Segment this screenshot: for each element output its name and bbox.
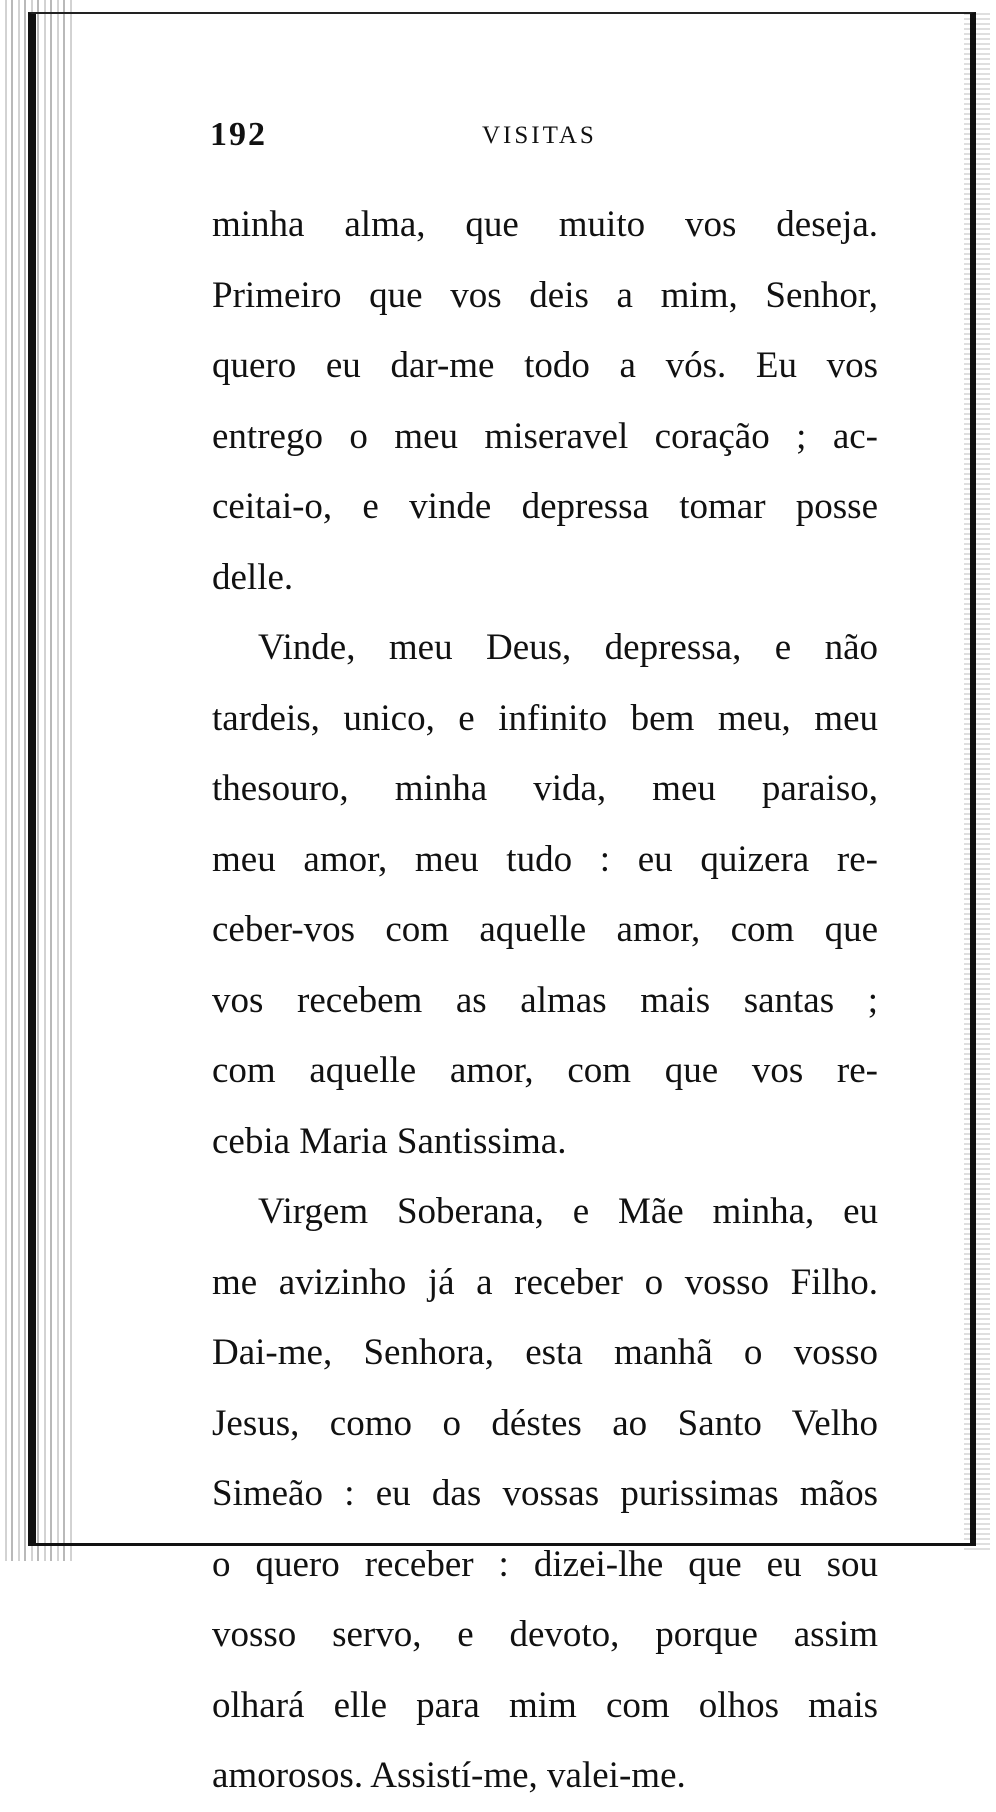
- text-line: com aquelle amor, com que vos re-: [212, 1050, 878, 1091]
- text-line: quero eu dar-me todo a vós. Eu vos: [212, 345, 878, 386]
- text-line: vos recebem as almas mais santas ;: [212, 979, 878, 1021]
- text-line: Dai-me, Senhora, esta manhã o vosso: [212, 1332, 878, 1373]
- text-line: delle.: [212, 556, 294, 598]
- text-line: thesouro, minha vida, meu paraiso,: [212, 768, 878, 809]
- page-right-edge: [964, 10, 990, 1550]
- text-line: ceber-vos com aquelle amor, com que: [212, 909, 878, 950]
- text-line: Primeiro que vos deis a mim, Senhor,: [212, 274, 878, 316]
- text-line: cebia Maria Santissima.: [212, 1120, 567, 1162]
- text-line: Jesus, como o déstes ao Santo Velho: [212, 1402, 878, 1444]
- text-line: ceitai-o, e vinde depressa tomar posse: [212, 486, 878, 527]
- text-line: vosso servo, e devoto, porque assim: [212, 1614, 878, 1655]
- text-line: me avizinho já a receber o vosso Filho.: [212, 1261, 878, 1303]
- text-line: tardeis, unico, e infinito bem meu, meu: [212, 697, 878, 739]
- text-line: Simeão : eu das vossas purissimas mãos: [212, 1473, 878, 1514]
- page-number: 192: [210, 116, 267, 153]
- text-line: o quero receber : dizei-lhe que eu sou: [212, 1543, 878, 1585]
- text-line: Vinde, meu Deus, depressa, e não: [258, 627, 878, 668]
- running-head: [210, 116, 890, 156]
- body-text: [212, 190, 878, 1812]
- text-line: olhará elle para mim com olhos mais: [212, 1684, 878, 1726]
- text-line: minha alma, que muito vos deseja.: [212, 204, 878, 245]
- text-line: Virgem Soberana, e Mãe minha, eu: [258, 1191, 878, 1232]
- text-line: amorosos. Assistí-me, valei-me.: [212, 1755, 686, 1796]
- text-line: entrego o meu miseravel coração ; ac-: [212, 415, 878, 457]
- running-title: VISITAS: [482, 122, 597, 149]
- text-line: meu amor, meu tudo : eu quizera re-: [212, 838, 878, 880]
